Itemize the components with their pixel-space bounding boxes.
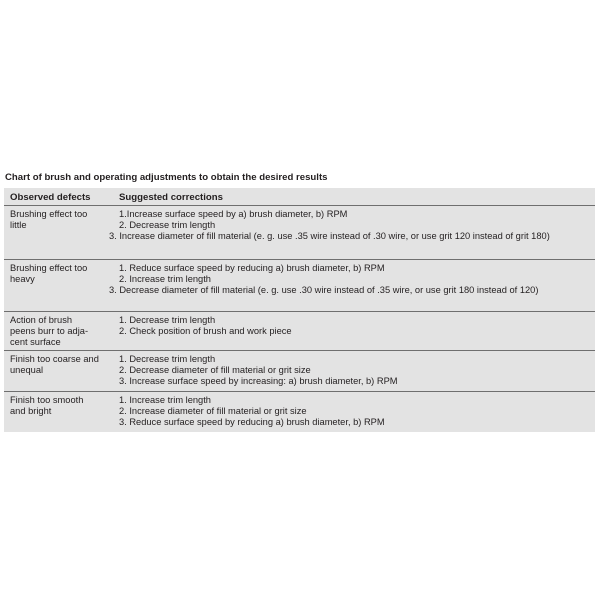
correction-item: 1. Decrease trim length [119,354,216,364]
correction-item: 2. Increase trim length [119,274,211,284]
correction-item: 3. Decrease diameter of fill material (e. g. use .30 wire instead of .35 wire, or use grit 180 instead of 120) [109,285,539,295]
defect-cell: Action of brush peens burr to adja-cent surface [10,315,89,347]
adjustment-table [4,188,595,432]
table-row [4,392,595,432]
table-row [4,351,595,391]
header-observed-defects: Observed defects [10,192,91,203]
correction-item: 3. Reduce surface speed by reducing a) brush diameter, b) RPM [119,417,385,427]
corrections-list [109,263,591,296]
correction-item: 2. Check position of brush and work piece [119,326,292,336]
table-row [4,312,595,350]
header-suggested-corrections: Suggested corrections [119,192,223,203]
corrections-list [119,395,591,428]
correction-item: 1.Increase surface speed by a) brush diameter, b) RPM [119,209,348,219]
correction-item: 2. Decrease diameter of fill material or grit size [119,365,311,375]
table-header [4,188,595,206]
corrections-list [119,315,591,337]
table-row [4,260,595,312]
correction-item: 1. Increase trim length [119,395,211,405]
corrections-list [109,209,591,242]
correction-item: 3. Increase diameter of fill material (e. g. use .35 wire instead of .30 wire, or use grit 120 instead of grit 180) [109,231,550,241]
table-row [4,206,595,260]
defect-cell: Finish too coarse and unequal [10,354,99,375]
corrections-list [119,354,591,387]
defect-cell: Brushing effect too heavy [10,263,88,284]
correction-item: 1. Decrease trim length [119,315,216,325]
correction-item: 2. Decrease trim length [119,220,216,230]
correction-item: 2. Increase diameter of fill material or grit size [119,406,307,416]
defect-cell: Finish too smooth and bright [10,395,84,416]
defect-cell: Brushing effect too little [10,209,88,230]
correction-item: 1. Reduce surface speed by reducing a) brush diameter, b) RPM [119,263,385,273]
chart-title: Chart of brush and operating adjustments to obtain the desired results [5,172,328,183]
correction-item: 3. Increase surface speed by increasing: a) brush diameter, b) RPM [119,376,398,386]
